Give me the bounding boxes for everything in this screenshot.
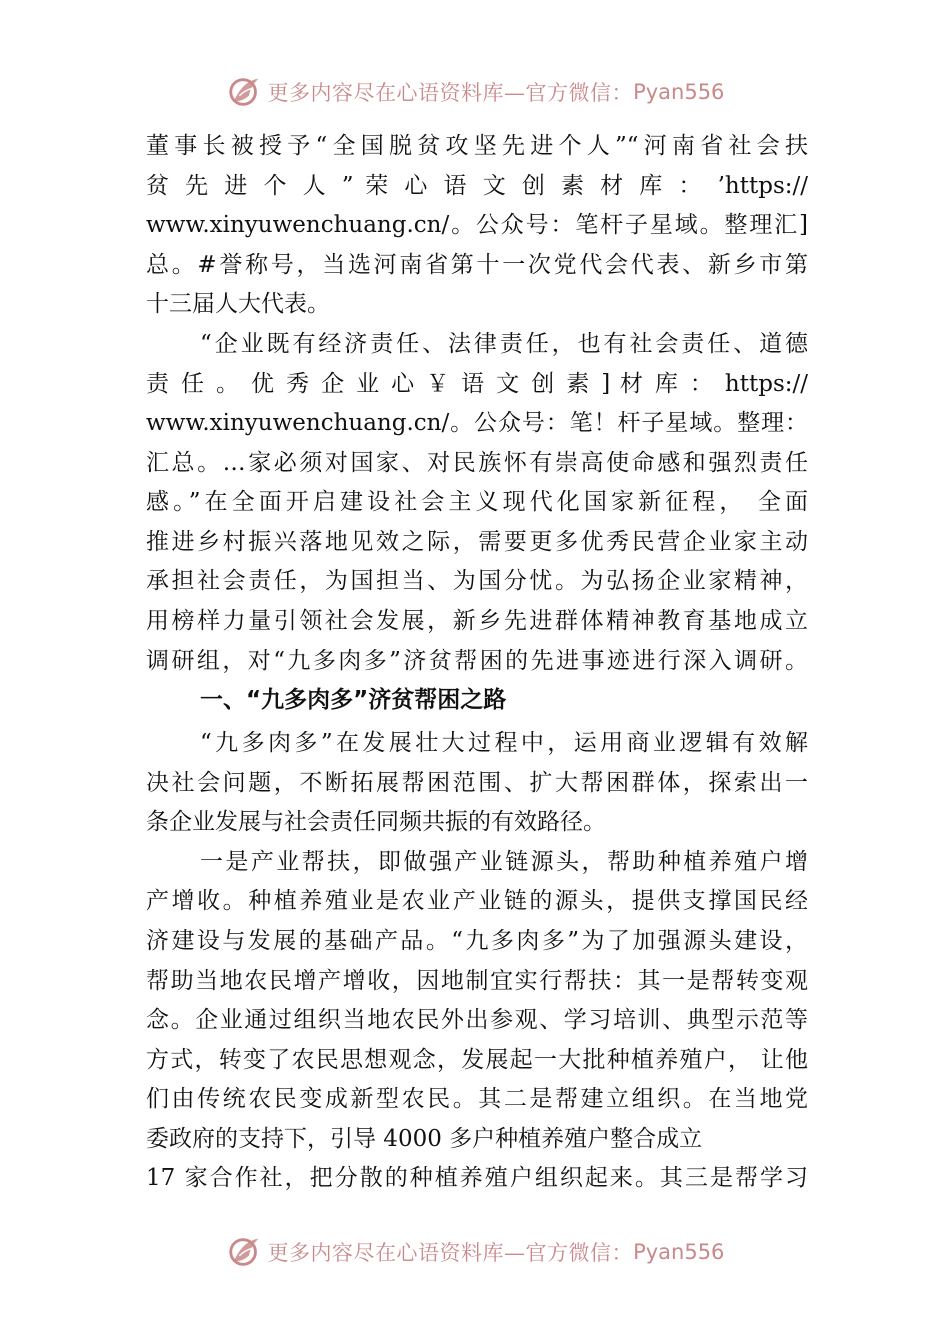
text-line: 委政府的支持下，引导 4000 多户种植养殖户整合成立 — [146, 1126, 703, 1152]
text-line: 感。”在全面开启建设社会主义现代化国家新征程， 全面 — [146, 489, 808, 515]
text-line: www.xinyuwenchuang.cn/。公众号：笔杆子星域。整理汇] — [146, 212, 808, 238]
banner-text: 更多内容尽在心语资料库—官方微信： — [267, 1241, 634, 1265]
text-line: 17 家合作社，把分散的种植养殖户组织起来。其三是帮学习 — [146, 1165, 808, 1191]
lotus-logo-icon — [226, 73, 264, 111]
text-line: 一是产业帮扶，即做强产业链源头，帮助种植养殖户增 — [200, 849, 808, 875]
text-line: 济建设与发展的基础产品。“九多肉多”为了加强源头建设， — [146, 928, 808, 954]
text-line: 总。#誉称号，当选河南省第十一次党代会代表、新乡市第 — [146, 252, 808, 278]
banner-wechat-id: Pyan556 — [633, 1240, 725, 1264]
text-line: 条企业发展与社会责任同频共振的有效路径。 — [146, 809, 606, 835]
banner-wechat-id: Pyan556 — [633, 80, 725, 104]
text-line: 产增收。种植养殖业是农业产业链的源头，提供支撑国民经 — [146, 888, 808, 914]
text-line: 十三届人大代表。 — [146, 291, 330, 317]
header-watermark — [0, 72, 950, 112]
text-line: “九多肉多”在发展壮大过程中，运用商业逻辑有效解 — [200, 730, 808, 756]
footer-watermark — [0, 1232, 950, 1272]
text-line: 念。企业通过组织当地农民外出参观、学习培训、典型示范等 — [146, 1007, 808, 1033]
text-line: 帮助当地农民增产增收，因地制宜实行帮扶：其一是帮转变观 — [146, 968, 808, 994]
text-line: 调研组，对“九多肉多”济贫帮困的先进事迹进行深入调研。 — [146, 648, 808, 674]
lotus-logo-icon — [226, 1233, 264, 1271]
text-line: 用榜样力量引领社会发展，新乡先进群体精神教育基地成立 — [146, 608, 808, 634]
text-line: “企业既有经济责任、法律责任，也有社会责任、道德 — [200, 331, 808, 357]
text-line: 责 任 。 优 秀 企 业 心 ￥ 语 文 创 素 ] 材 库 ： https:// — [146, 371, 808, 397]
section-heading: 一、“九多肉多”济贫帮困之路 — [200, 687, 507, 713]
banner-text: 更多内容尽在心语资料库—官方微信： — [267, 81, 634, 105]
text-line: 推进乡村振兴落地见效之际，需要更多优秀民营企业家主动 — [146, 529, 808, 555]
text-line: 董事长被授予“全国脱贫攻坚先进个人”“河南省社会扶 — [146, 133, 808, 159]
text-line: www.xinyuwenchuang.cn/。公众号：笔！杆子星域。整理： — [146, 410, 808, 436]
text-line: 们由传统农民变成新型农民。其二是帮建立组织。在当地党 — [146, 1086, 808, 1112]
text-line: 承担社会责任，为国担当、为国分忧。为弘扬企业家精神， — [146, 568, 808, 594]
text-line: 汇总。…家必须对国家、对民族怀有崇高使命感和强烈责任 — [146, 450, 808, 476]
text-line: 方式，转变了农民思想观念，发展起一大批种植养殖户， 让他 — [146, 1047, 808, 1073]
text-line: 贫 先 进 个 人 ” 荣 心 语 文 创 素 材 库 ： ’https:// — [146, 173, 808, 199]
text-line: 决社会问题，不断拓展帮困范围、扩大帮困群体，探索出一 — [146, 770, 808, 796]
